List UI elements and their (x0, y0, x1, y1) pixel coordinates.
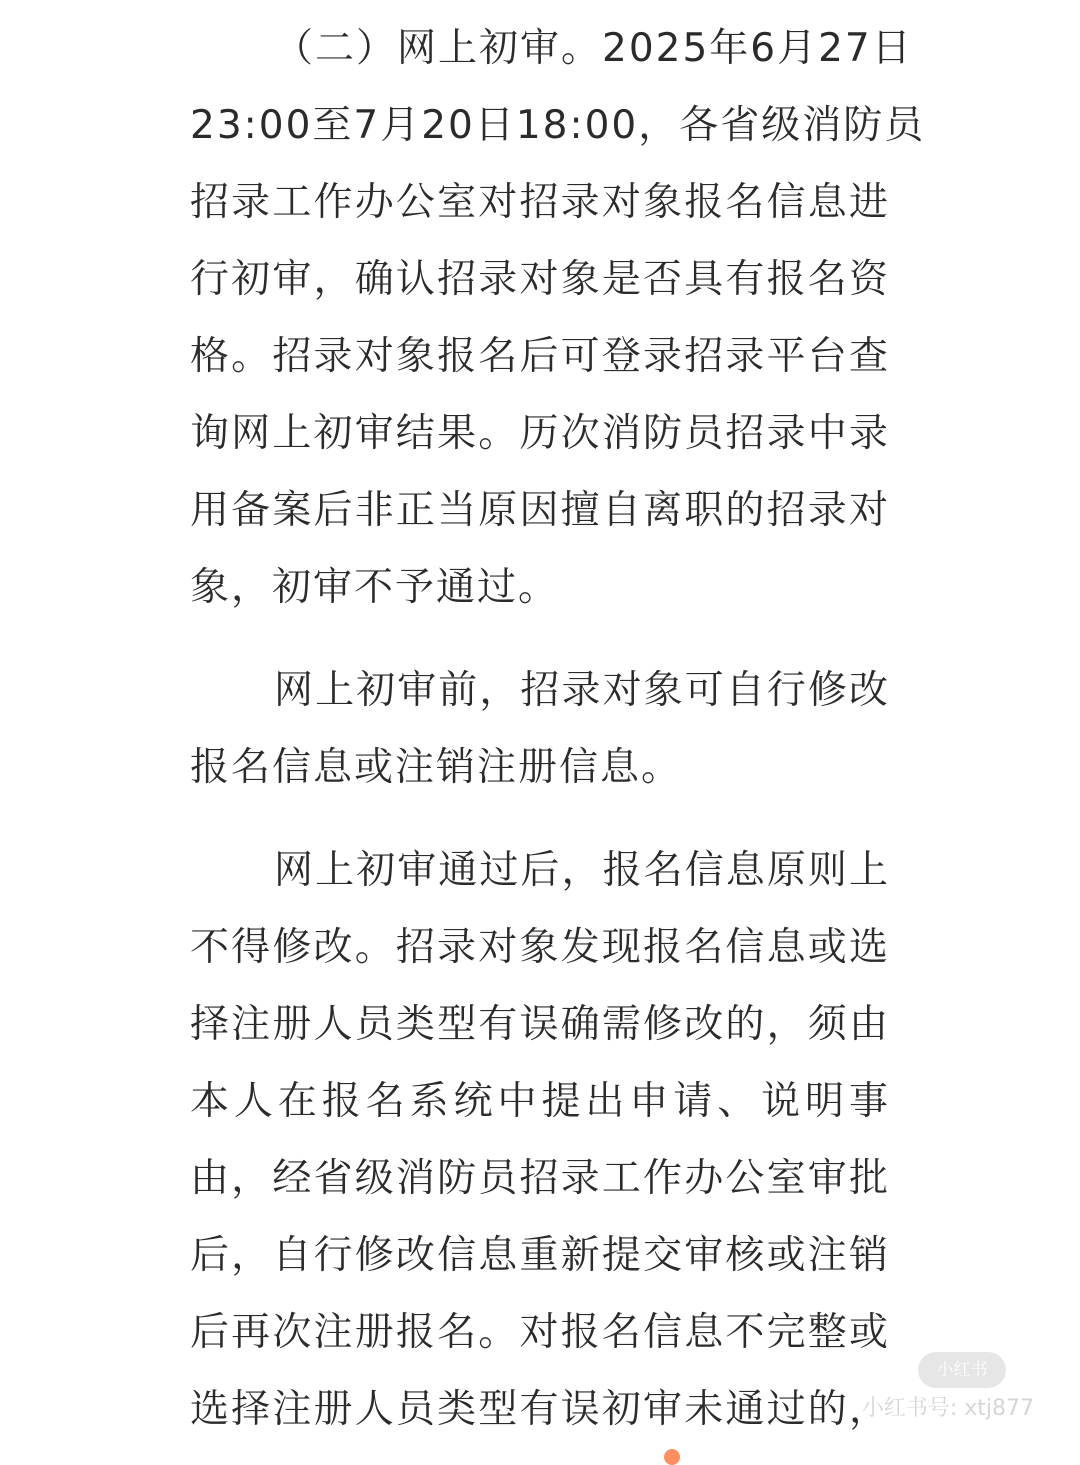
watermark-user-id: 小红书号: xtj877 (861, 1396, 1034, 1421)
text-line: 行初审，确认招录对象是否具有报名资 (190, 257, 890, 302)
text-line: 23:00至7月20日18:00，各省级消防员 (190, 103, 926, 148)
text-line: 不得修改。招录对象发现报名信息或选 (190, 925, 890, 970)
xiaohongshu-logo: 小红书 (918, 1352, 1006, 1388)
text-line: 招录工作办公室对招录对象报名信息进 (190, 180, 890, 225)
text-line: 询网上初审结果。历次消防员招录中录 (190, 411, 890, 456)
text-line: 选择注册人员类型有误初审未通过的， (190, 1387, 890, 1432)
accent-dot-icon (664, 1449, 680, 1465)
xiaohongshu-watermark (834, 1352, 1034, 1432)
text-line: 报名信息或注销注册信息。 (190, 745, 683, 790)
text-line: 后，自行修改信息重新提交审核或注销 (190, 1233, 890, 1278)
paragraph-gap (190, 806, 890, 832)
article-body (190, 10, 926, 1448)
text-line: 用备案后非正当原因擅自离职的招录对 (190, 488, 890, 533)
text-line: 网上初审通过后，报名信息原则上 (274, 848, 890, 893)
text-line: 由，经省级消防员招录工作办公室审批 (190, 1156, 890, 1201)
text-line: 象，初审不予通过。 (190, 565, 560, 610)
paragraph-online-review (190, 10, 926, 626)
text-line: 后再次注册报名。对报名信息不完整或 (190, 1310, 890, 1355)
paragraph-before-review (190, 652, 890, 806)
text-line: 择注册人员类型有误确需修改的，须由 (190, 1002, 890, 1047)
text-line: 格。招录对象报名后可登录招录平台查 (190, 334, 890, 379)
text-line: 本人在报名系统中提出申请、说明事 (190, 1079, 890, 1124)
paragraph-gap (190, 626, 890, 652)
paragraph-after-review (190, 832, 890, 1448)
text-line: 网上初审前，招录对象可自行修改 (274, 668, 890, 713)
text-line: （二）网上初审。2025年6月27日 (274, 26, 913, 71)
